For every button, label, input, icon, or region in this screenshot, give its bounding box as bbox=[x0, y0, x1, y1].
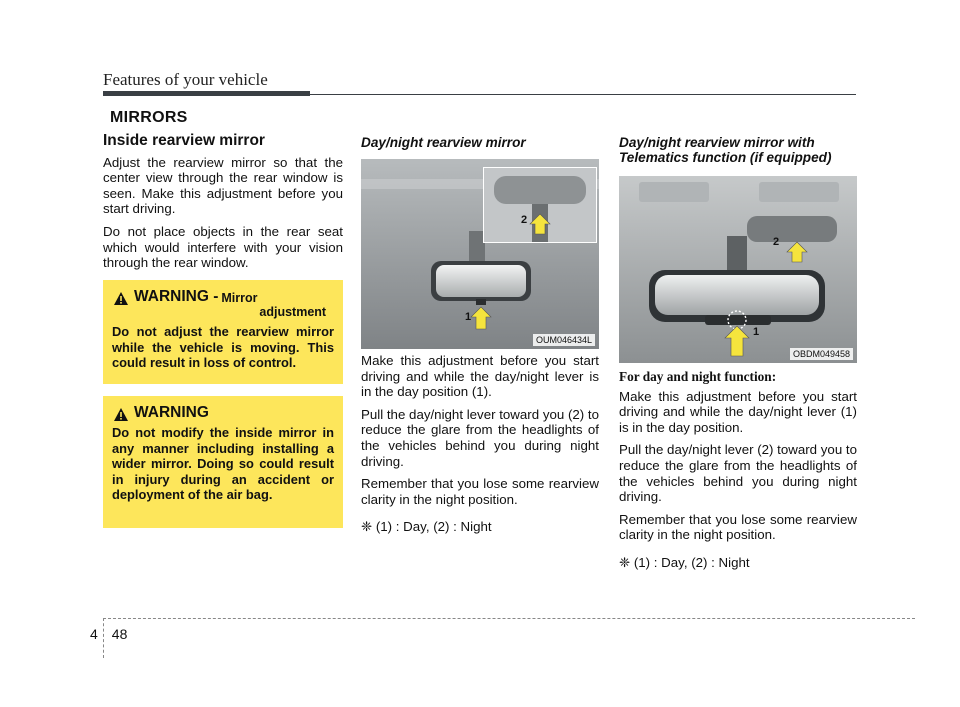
column-telematics-mirror bbox=[619, 369, 857, 578]
callout-label-1: 1 bbox=[753, 326, 760, 338]
warning-box-mirror-adjustment bbox=[103, 280, 343, 384]
column1-paragraph-2: Do not place objects in the rear seat which would interfere with your vision through the rear window. bbox=[103, 223, 343, 271]
column3-paragraph-3: Remember that you lose some rearview clarity in the night position. bbox=[619, 511, 857, 543]
warning-subtitle-line-1: Mirror bbox=[221, 291, 258, 305]
footer-rule bbox=[103, 618, 915, 619]
column1-paragraph-1: Adjust the rearview mirror so that the center view through the rear window is seen. Make this adjustment before you start driving. bbox=[103, 154, 343, 217]
photo-telematics-mirror bbox=[619, 176, 857, 363]
telematics-mirror-illustration bbox=[619, 176, 857, 363]
column2-paragraph-3: Remember that you lose some rearview clarity in the night position. bbox=[361, 476, 599, 507]
callout-label-1: 1 bbox=[465, 311, 472, 323]
warning-label: WARNING - bbox=[134, 288, 219, 305]
image-caption: OUM046434L bbox=[533, 334, 595, 346]
column2-heading: Day/night rearview mirror bbox=[361, 135, 526, 150]
column1-heading: Inside rearview mirror bbox=[103, 132, 265, 149]
column3-note: ❈ (1) : Day, (2) : Night bbox=[619, 554, 750, 570]
inset-illustration bbox=[484, 168, 596, 242]
warning-triangle-icon bbox=[114, 292, 128, 305]
column-inside-rearview-mirror bbox=[103, 133, 343, 278]
header-rule-thick bbox=[103, 91, 310, 96]
column3-heading-line-2: Telematics function (if equipped) bbox=[619, 150, 832, 165]
warning-body: Do not adjust the rearview mirror while the vehicle is moving. This could result in loss of control. bbox=[112, 324, 334, 371]
column-day-night-mirror bbox=[361, 353, 599, 542]
column3-subheading: For day and night function: bbox=[619, 369, 777, 384]
column2-note: ❈ (1) : Day, (2) : Night bbox=[361, 519, 492, 535]
column3-paragraph-2: Pull the day/night lever (2) toward you to reduce the glare from the headlights of the vehicles behind you during night driving. bbox=[619, 442, 857, 505]
warning-box-modify-mirror bbox=[103, 396, 343, 528]
warning-subtitle-line-2: adjustment bbox=[259, 305, 327, 319]
warning-label: WARNING bbox=[134, 404, 209, 421]
warning-subtitle bbox=[221, 291, 326, 319]
image-caption: OBDM049458 bbox=[790, 348, 853, 360]
callout-label-2: 2 bbox=[521, 214, 528, 226]
column3-heading-wrap bbox=[619, 135, 857, 171]
page-number-value: 48 bbox=[111, 626, 128, 642]
page-number bbox=[90, 626, 127, 642]
section-title: MIRRORS bbox=[110, 109, 188, 126]
chapter-number: 4 bbox=[90, 626, 98, 642]
callout-label-2: 2 bbox=[773, 236, 780, 248]
column3-paragraph-1: Make this adjustment before you start driving and while the day/night lever (1) is in the day position. bbox=[619, 388, 857, 435]
header-title: Features of your vehicle bbox=[103, 70, 268, 89]
photo-inset-lever-detail bbox=[483, 167, 597, 243]
warning-triangle-icon bbox=[114, 408, 128, 421]
column3-heading-line-1: Day/night rearview mirror with bbox=[619, 135, 815, 150]
column2-paragraph-2: Pull the day/night lever toward you (2) to reduce the glare from the headlights of the vehicles behind you during night driving. bbox=[361, 406, 599, 469]
header-rule-thin bbox=[310, 94, 856, 95]
column2-heading-wrap bbox=[361, 135, 599, 156]
warning-body: Do not modify the inside mirror in any manner including installing a wider mirror. Doing so could result in injury during an accident or deployment of the air bag. bbox=[112, 425, 334, 503]
column2-paragraph-1: Make this adjustment before you start driving and while the day/night lever is in the day position (1). bbox=[361, 353, 599, 400]
photo-day-night-mirror bbox=[361, 159, 599, 349]
